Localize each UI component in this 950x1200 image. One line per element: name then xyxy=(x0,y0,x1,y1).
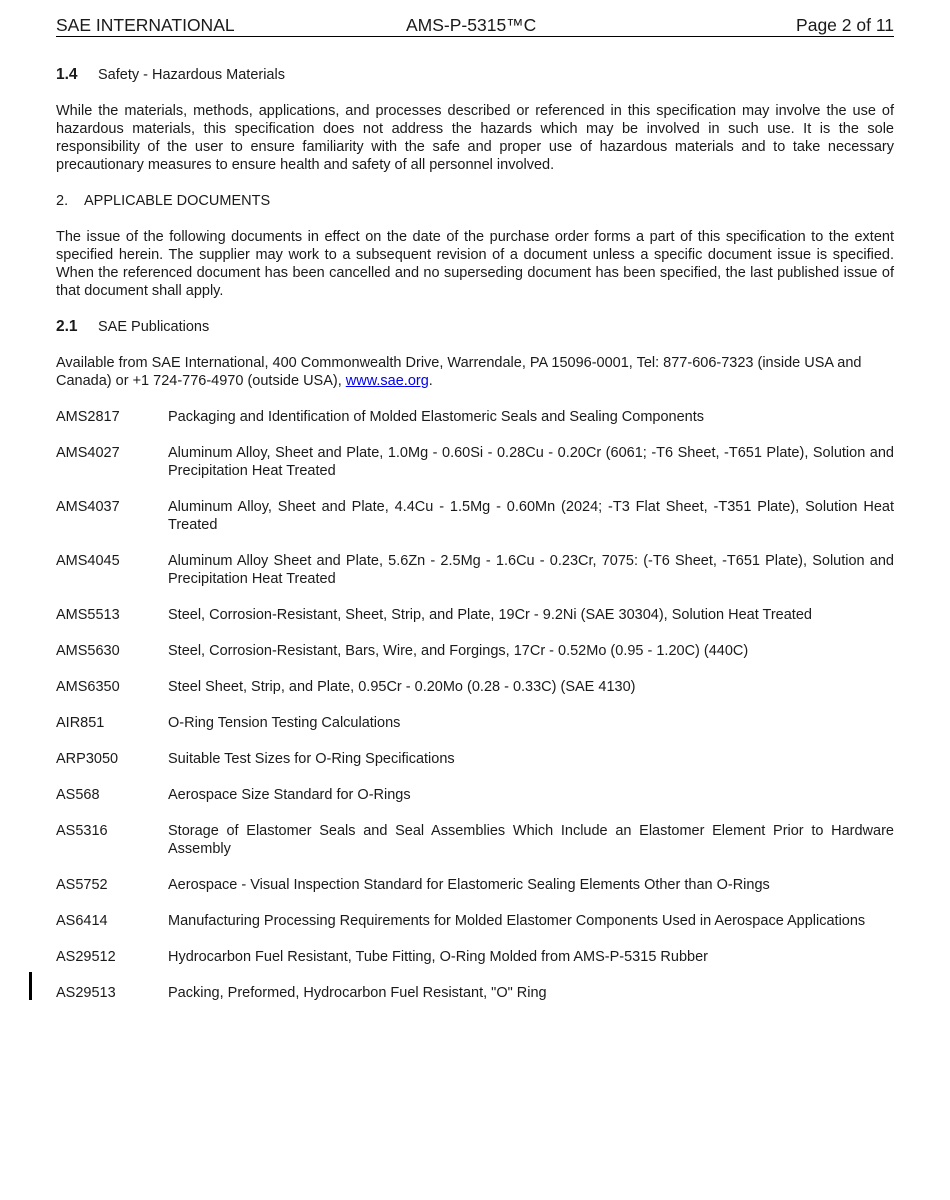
reference-title: Aluminum Alloy, Sheet and Plate, 1.0Mg - 0.60Si - 0.28Cu - 0.20Cr (6061; -T6 Sheet, -T651 Plate), Solution and Precipitation Heat Treated xyxy=(168,445,894,479)
reference-item xyxy=(56,552,894,588)
reference-item xyxy=(56,948,894,966)
reference-item xyxy=(56,912,894,930)
reference-code: AMS4037 xyxy=(56,499,120,515)
reference-code: AMS4027 xyxy=(56,445,120,461)
reference-item xyxy=(56,444,894,480)
reference-item xyxy=(56,876,894,894)
reference-code: AS5316 xyxy=(56,823,108,839)
reference-code: AMS5513 xyxy=(56,607,120,623)
header-page-number: Page 2 of 11 xyxy=(796,15,894,35)
reference-title: Aluminum Alloy Sheet and Plate, 5.6Zn - 2.5Mg - 1.6Cu - 0.23Cr, 7075: (-T6 Sheet, -T651 Plate), Solution and Precipitation Heat Treated xyxy=(168,553,894,587)
reference-title: Aerospace - Visual Inspection Standard for Elastomeric Sealing Elements Other than O-Rings xyxy=(168,877,770,893)
header-doc-id: AMS-P-5315™C xyxy=(406,15,537,35)
reference-title: Steel, Corrosion-Resistant, Sheet, Strip, and Plate, 19Cr - 9.2Ni (SAE 30304), Solution Heat Treated xyxy=(168,607,812,623)
section-number: 1.4 xyxy=(56,66,78,83)
section-paragraph: The issue of the following documents in effect on the date of the purchase order forms a part of this specification to the extent specified herein. The supplier may work to a subsequent revision of a document unless a specific document issue is specified. When the referenced document has been cancelled and no superseding document has been specified, the last published issue of that document shall apply. xyxy=(56,229,894,299)
reference-code: ARP3050 xyxy=(56,751,119,767)
reference-title: Suitable Test Sizes for O-Ring Specifications xyxy=(168,751,455,767)
header-org: SAE INTERNATIONAL xyxy=(56,15,235,35)
section-title: SAE Publications xyxy=(98,319,210,335)
reference-item xyxy=(56,786,894,804)
section-title: APPLICABLE DOCUMENTS xyxy=(84,193,271,209)
reference-title: Storage of Elastomer Seals and Seal Assemblies Which Include an Elastomer Element Prior to Hardware Assembly xyxy=(168,823,894,857)
reference-item xyxy=(56,498,894,534)
reference-title: Packing, Preformed, Hydrocarbon Fuel Resistant, "O" Ring xyxy=(168,985,547,1001)
section-heading-1-4 xyxy=(56,66,894,84)
reference-title: Aluminum Alloy, Sheet and Plate, 4.4Cu - 1.5Mg - 0.60Mn (2024; -T3 Flat Sheet, -T351 Plate), Solution Heat Treated xyxy=(168,499,894,533)
reference-item xyxy=(56,750,894,768)
reference-item xyxy=(56,606,894,624)
sae-website-link[interactable]: www.sae.org xyxy=(345,373,429,389)
reference-code: AMS2817 xyxy=(56,409,120,425)
section-heading-2-1 xyxy=(56,318,894,336)
reference-title: Packaging and Identification of Molded Elastomeric Seals and Sealing Components xyxy=(168,409,705,425)
reference-code: AS568 xyxy=(56,787,100,803)
paragraph-text: . xyxy=(428,373,433,389)
revision-change-bar xyxy=(29,972,32,1000)
paragraph-text: Available from SAE International, 400 Commonwealth Drive, Warrendale, PA 15096-0001, Tel: 877-606-7323 (inside USA and Canada) or +1 724-776-4970 (outside USA), xyxy=(56,355,862,389)
section-number: 2. xyxy=(56,193,69,209)
reference-item xyxy=(56,642,894,660)
reference-title: Hydrocarbon Fuel Resistant, Tube Fitting, O-Ring Molded from AMS-P-5315 Rubber xyxy=(168,949,708,965)
reference-title: O-Ring Tension Testing Calculations xyxy=(168,715,401,731)
reference-code: AMS6350 xyxy=(56,679,120,695)
reference-code: AIR851 xyxy=(56,715,105,731)
reference-code: AMS4045 xyxy=(56,553,120,569)
reference-item xyxy=(56,714,894,732)
reference-code: AS29512 xyxy=(56,949,116,965)
reference-item xyxy=(56,678,894,696)
reference-list xyxy=(56,408,894,1002)
reference-code: AMS5630 xyxy=(56,643,120,659)
section-title: Safety - Hazardous Materials xyxy=(98,67,285,83)
reference-title: Manufacturing Processing Requirements for Molded Elastomer Components Used in Aerospace Applications xyxy=(168,913,866,929)
reference-item xyxy=(56,408,894,426)
reference-title: Steel Sheet, Strip, and Plate, 0.95Cr - 0.20Mo (0.28 - 0.33C) (SAE 4130) xyxy=(168,679,636,695)
section-heading-2 xyxy=(56,192,894,210)
reference-title: Aerospace Size Standard for O-Rings xyxy=(168,787,411,803)
reference-code: AS6414 xyxy=(56,913,108,929)
reference-code: AS5752 xyxy=(56,877,108,893)
reference-item xyxy=(56,822,894,858)
section-paragraph: While the materials, methods, applications, and processes described or referenced in this specification may involve the use of hazardous materials, this specification does not address the hazards which may be involved in such use. It is the sole responsibility of the user to ensure familiarity with the safe and proper use of hazardous materials and to take necessary precautionary measures to ensure health and safety of all personnel involved. xyxy=(56,103,894,173)
page-content xyxy=(56,66,894,1020)
page-header xyxy=(56,15,894,37)
reference-code: AS29513 xyxy=(56,985,116,1001)
reference-item xyxy=(56,984,894,1002)
section-paragraph xyxy=(56,354,894,390)
reference-title: Steel, Corrosion-Resistant, Bars, Wire, and Forgings, 17Cr - 0.52Mo (0.95 - 1.20C) (440C) xyxy=(168,643,749,659)
section-number: 2.1 xyxy=(56,318,78,335)
